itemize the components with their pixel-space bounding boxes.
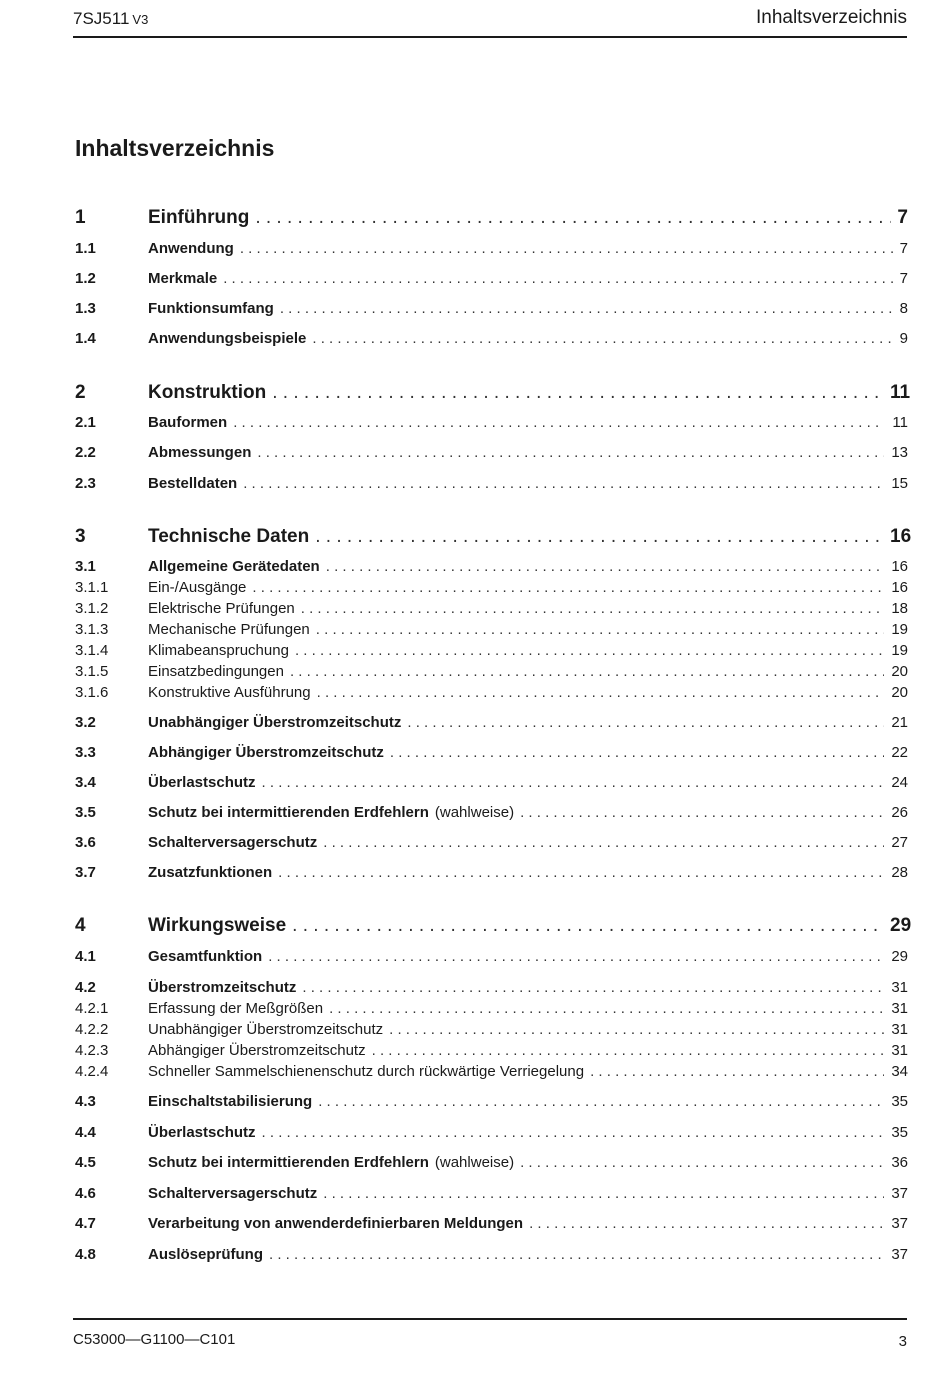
- toc-entry-page: 27: [891, 834, 908, 851]
- toc-entry-number: 2.1: [75, 414, 96, 431]
- dot-leader: [326, 559, 884, 574]
- toc-entry-title: Anwendungsbeispiele: [148, 330, 307, 347]
- toc-entry-number: 3.1.1: [75, 579, 109, 596]
- toc-subsection-entry[interactable]: [75, 1043, 908, 1058]
- toc-section-entry[interactable]: [75, 476, 908, 491]
- toc-entry-page: 35: [891, 1124, 908, 1141]
- toc-entry-number: 4.5: [75, 1154, 96, 1171]
- toc-entry-page: 31: [891, 1021, 908, 1038]
- toc-section-entry[interactable]: [75, 559, 908, 574]
- dot-leader: [268, 949, 884, 964]
- toc-entry-title: Abmessungen: [148, 444, 252, 461]
- toc-entry-number: 4.2.2: [75, 1021, 109, 1038]
- toc-entry-number: 3.1.5: [75, 663, 109, 680]
- toc-section-entry[interactable]: [75, 301, 908, 316]
- toc-entry-page: 36: [891, 1154, 908, 1171]
- toc-entry-number: 1.1: [75, 240, 96, 257]
- toc-entry-page: 29: [890, 915, 912, 936]
- toc-entry-title: Einführung: [148, 207, 250, 228]
- toc-subsection-entry[interactable]: [75, 1064, 908, 1079]
- toc-entry-title: Überstromzeitschutz: [148, 979, 297, 996]
- toc-entry-title: Funktionsumfang: [148, 300, 274, 317]
- page-number: 3: [898, 1333, 907, 1350]
- toc-entry-page: 11: [890, 382, 911, 403]
- toc-chapter-entry[interactable]: [75, 526, 912, 547]
- toc-entry-title: Merkmale: [148, 270, 218, 287]
- toc-title: Inhaltsverzeichnis: [75, 135, 275, 161]
- dot-leader: [295, 643, 884, 658]
- toc-entry-number: 4.2.1: [75, 1000, 109, 1017]
- toc-entry-title: Abhängiger Überstromzeitschutz: [148, 744, 384, 761]
- dot-leader: [390, 745, 884, 760]
- dot-leader: [280, 301, 894, 316]
- dot-leader: [318, 1094, 884, 1109]
- toc-entry-number: 4.8: [75, 1246, 96, 1263]
- dot-leader: [262, 775, 884, 790]
- toc-entry-title: Verarbeitung von anwenderdefinierbaren Meldungen: [148, 1215, 524, 1232]
- toc-entry-page: 24: [891, 774, 908, 791]
- toc-entry-title: Schutz bei intermittierenden Erdfehlern: [148, 1154, 429, 1171]
- toc-section-entry[interactable]: [75, 949, 908, 964]
- toc-section-entry[interactable]: [75, 241, 908, 256]
- toc-entry-number: 2.2: [75, 444, 96, 461]
- toc-entry-page: 35: [891, 1093, 908, 1110]
- toc-subsection-entry[interactable]: [75, 643, 908, 658]
- toc-entry-title: Unabhängiger Überstromzeitschutz: [148, 1021, 384, 1038]
- toc-section-entry[interactable]: [75, 331, 908, 346]
- toc-section-entry[interactable]: [75, 1186, 908, 1201]
- dot-leader: [269, 1247, 884, 1262]
- toc-entry-number: 2: [75, 382, 86, 403]
- toc-entry-page: 16: [891, 558, 908, 575]
- dot-leader: [323, 1186, 884, 1201]
- page-header: [73, 6, 907, 38]
- toc-entry-page: 22: [891, 744, 908, 761]
- toc-entry-page: 16: [890, 526, 912, 547]
- toc-section-entry[interactable]: [75, 1247, 908, 1262]
- dot-leader: [312, 331, 893, 346]
- dot-leader: [223, 271, 893, 286]
- toc-entry-page: 21: [891, 714, 908, 731]
- toc-entry-number: 3.1.2: [75, 600, 109, 617]
- toc-entry-page: 9: [899, 330, 908, 347]
- toc-entry-title: Ein-/Ausgänge: [148, 579, 247, 596]
- toc-entry-title: Konstruktive Ausführung: [148, 684, 311, 701]
- toc-entry-page: 19: [891, 642, 908, 659]
- toc-entry-title: Erfassung der Meßgrößen: [148, 1000, 324, 1017]
- toc-entry-page: 8: [899, 300, 908, 317]
- dot-leader: [292, 916, 884, 935]
- toc-entry-number: 4.6: [75, 1185, 96, 1202]
- dot-leader: [529, 1216, 884, 1231]
- toc-entry-page: 34: [891, 1063, 908, 1080]
- toc-entry-number: 1.2: [75, 270, 96, 287]
- toc-entry-number: 4.2.4: [75, 1063, 109, 1080]
- toc-entry-page: 28: [891, 864, 908, 881]
- toc-entry-title: Unabhängiger Überstromzeitschutz: [148, 714, 402, 731]
- toc-entry-page: 20: [891, 684, 908, 701]
- dot-leader: [315, 527, 884, 546]
- toc-entry-title: Schalterversagerschutz: [148, 1185, 318, 1202]
- toc-section-entry[interactable]: [75, 835, 908, 850]
- toc-entry-number: 4.2: [75, 979, 96, 996]
- dot-leader: [389, 1022, 884, 1037]
- toc-entry-title: Abhängiger Überstromzeitschutz: [148, 1042, 366, 1059]
- toc-chapter-entry[interactable]: [75, 382, 911, 403]
- dot-leader: [323, 835, 884, 850]
- toc-entry-number: 2.3: [75, 475, 96, 492]
- toc-entry-number: 1: [75, 207, 86, 228]
- toc-chapter-entry[interactable]: [75, 915, 912, 936]
- toc-entry-number: 3.1.6: [75, 684, 109, 701]
- toc-entry-title: Schalterversagerschutz: [148, 834, 318, 851]
- dot-leader: [301, 601, 884, 616]
- toc-entry-title: Konstruktion: [148, 382, 267, 403]
- dot-leader: [329, 1001, 884, 1016]
- toc-entry-page: 16: [891, 579, 908, 596]
- toc-subsection-entry[interactable]: [75, 601, 908, 616]
- toc-entry-number: 3.1.4: [75, 642, 109, 659]
- toc-entry-number: 3.3: [75, 744, 96, 761]
- header-section-title: Inhaltsverzeichnis: [755, 7, 907, 28]
- toc-entry-title: Schneller Sammelschienenschutz durch rückwärtige Verriegelung: [148, 1063, 585, 1080]
- toc-section-entry[interactable]: [75, 745, 908, 760]
- toc-entry-page: 31: [891, 1042, 908, 1059]
- toc-entry-title: Wirkungsweise: [148, 915, 287, 936]
- toc-entry-page: 11: [892, 414, 908, 431]
- toc-entry-title: Auslöseprüfung: [148, 1246, 263, 1263]
- toc-section-entry[interactable]: [75, 445, 908, 460]
- toc-entry-page: 31: [891, 1000, 908, 1017]
- dot-leader: [278, 865, 884, 880]
- toc-section-entry[interactable]: [75, 1155, 908, 1170]
- toc-entry-number: 4.7: [75, 1215, 96, 1232]
- page-footer: [73, 1318, 907, 1350]
- toc-entry-number: 3.1.3: [75, 621, 109, 638]
- toc-entry-title: Gesamtfunktion: [148, 948, 263, 965]
- toc-entry-page: 37: [891, 1246, 908, 1263]
- toc-entry-page: 37: [891, 1215, 908, 1232]
- toc-subsection-entry[interactable]: [75, 685, 908, 700]
- toc-entry-page: 7: [899, 240, 908, 257]
- toc-entry-number: 4.2.3: [75, 1042, 109, 1059]
- toc-entry-page: 37: [891, 1185, 908, 1202]
- toc-entry-page: 13: [891, 444, 908, 461]
- toc-entry-title: Bauformen: [148, 414, 228, 431]
- dot-leader: [407, 715, 884, 730]
- toc-entry-title: Klimabeanspruchung: [148, 642, 289, 659]
- toc-subsection-entry[interactable]: [75, 664, 908, 679]
- document-order-code: C53000—G1100—C101: [73, 1331, 236, 1348]
- dot-leader: [372, 1043, 884, 1058]
- dot-leader: [316, 622, 884, 637]
- toc-entry-page: 29: [891, 948, 908, 965]
- toc-entry-title: Allgemeine Gerätedaten: [148, 558, 320, 575]
- toc-section-entry[interactable]: [75, 715, 908, 730]
- toc-entry-number: 3.4: [75, 774, 96, 791]
- toc-entry-number: 4.1: [75, 948, 96, 965]
- toc-entry-number: 4.4: [75, 1124, 96, 1141]
- toc-entry-title: Elektrische Prüfungen: [148, 600, 295, 617]
- toc-entry-page: 7: [899, 270, 908, 287]
- toc-entry-title: Bestelldaten: [148, 475, 238, 492]
- toc-subsection-entry[interactable]: [75, 1022, 908, 1037]
- toc-entry-number: 3.1: [75, 558, 96, 575]
- dot-leader: [233, 415, 884, 430]
- dot-leader: [240, 241, 894, 256]
- toc-entry-page: 31: [891, 979, 908, 996]
- toc-entry-title: Zusatzfunktionen: [148, 864, 273, 881]
- toc-entry-title: Mechanische Prüfungen: [148, 621, 310, 638]
- toc-section-entry[interactable]: [75, 415, 908, 430]
- toc-entry-number: 3: [75, 526, 86, 547]
- toc-entry-number: 4.3: [75, 1093, 96, 1110]
- dot-leader: [520, 1155, 884, 1170]
- dot-leader: [302, 980, 884, 995]
- dot-leader: [255, 208, 891, 227]
- toc-entry-page: 19: [891, 621, 908, 638]
- document-version: V3: [132, 12, 149, 27]
- dot-leader: [262, 1125, 884, 1140]
- toc-entry-title: Überlastschutz: [148, 774, 256, 791]
- toc-entry-number: 1.3: [75, 300, 96, 317]
- toc-entry-page: 20: [891, 663, 908, 680]
- toc-subsection-entry[interactable]: [75, 622, 908, 637]
- toc-subsection-entry[interactable]: [75, 580, 908, 595]
- toc-entry-number: 3.2: [75, 714, 96, 731]
- toc-entry-page: 26: [891, 804, 908, 821]
- toc-entry-title: Anwendung: [148, 240, 234, 257]
- dot-leader: [272, 383, 884, 402]
- toc-entry-page: 7: [897, 207, 908, 228]
- toc-section-entry[interactable]: [75, 980, 908, 995]
- toc-entry-page: 15: [891, 475, 908, 492]
- toc-section-entry[interactable]: [75, 271, 908, 286]
- dot-leader: [290, 664, 884, 679]
- toc-section-entry[interactable]: [75, 1094, 908, 1109]
- toc-entry-number: 1.4: [75, 330, 96, 347]
- dot-leader: [257, 445, 884, 460]
- toc-entry-note: (wahlweise): [434, 804, 515, 821]
- toc-entry-title: Technische Daten: [148, 526, 310, 547]
- toc-entry-title: Schutz bei intermittierenden Erdfehlern: [148, 804, 429, 821]
- toc-entry-page: 18: [891, 600, 908, 617]
- toc-entry-number: 3.6: [75, 834, 96, 851]
- toc-entry-number: 4: [75, 915, 86, 936]
- toc-section-entry[interactable]: [75, 805, 908, 820]
- dot-leader: [590, 1064, 884, 1079]
- toc-entry-title: Einsatzbedingungen: [148, 663, 284, 680]
- toc-entry-number: 3.5: [75, 804, 96, 821]
- toc-entry-title: Einschaltstabilisierung: [148, 1093, 313, 1110]
- toc-subsection-entry[interactable]: [75, 1001, 908, 1016]
- toc-section-entry[interactable]: [75, 1125, 908, 1140]
- dot-leader: [317, 685, 884, 700]
- toc-entry-note: (wahlweise): [434, 1154, 515, 1171]
- toc-section-entry[interactable]: [75, 865, 908, 880]
- document-id: 7SJ511 V3: [73, 9, 149, 28]
- toc-entry-number: 3.7: [75, 864, 96, 881]
- toc-chapter-entry[interactable]: [75, 208, 908, 227]
- toc-section-entry[interactable]: [75, 1216, 908, 1231]
- dot-leader: [252, 580, 884, 595]
- toc-entry-title: Überlastschutz: [148, 1124, 256, 1141]
- toc-section-entry[interactable]: [75, 775, 908, 790]
- dot-leader: [520, 805, 884, 820]
- dot-leader: [243, 476, 884, 491]
